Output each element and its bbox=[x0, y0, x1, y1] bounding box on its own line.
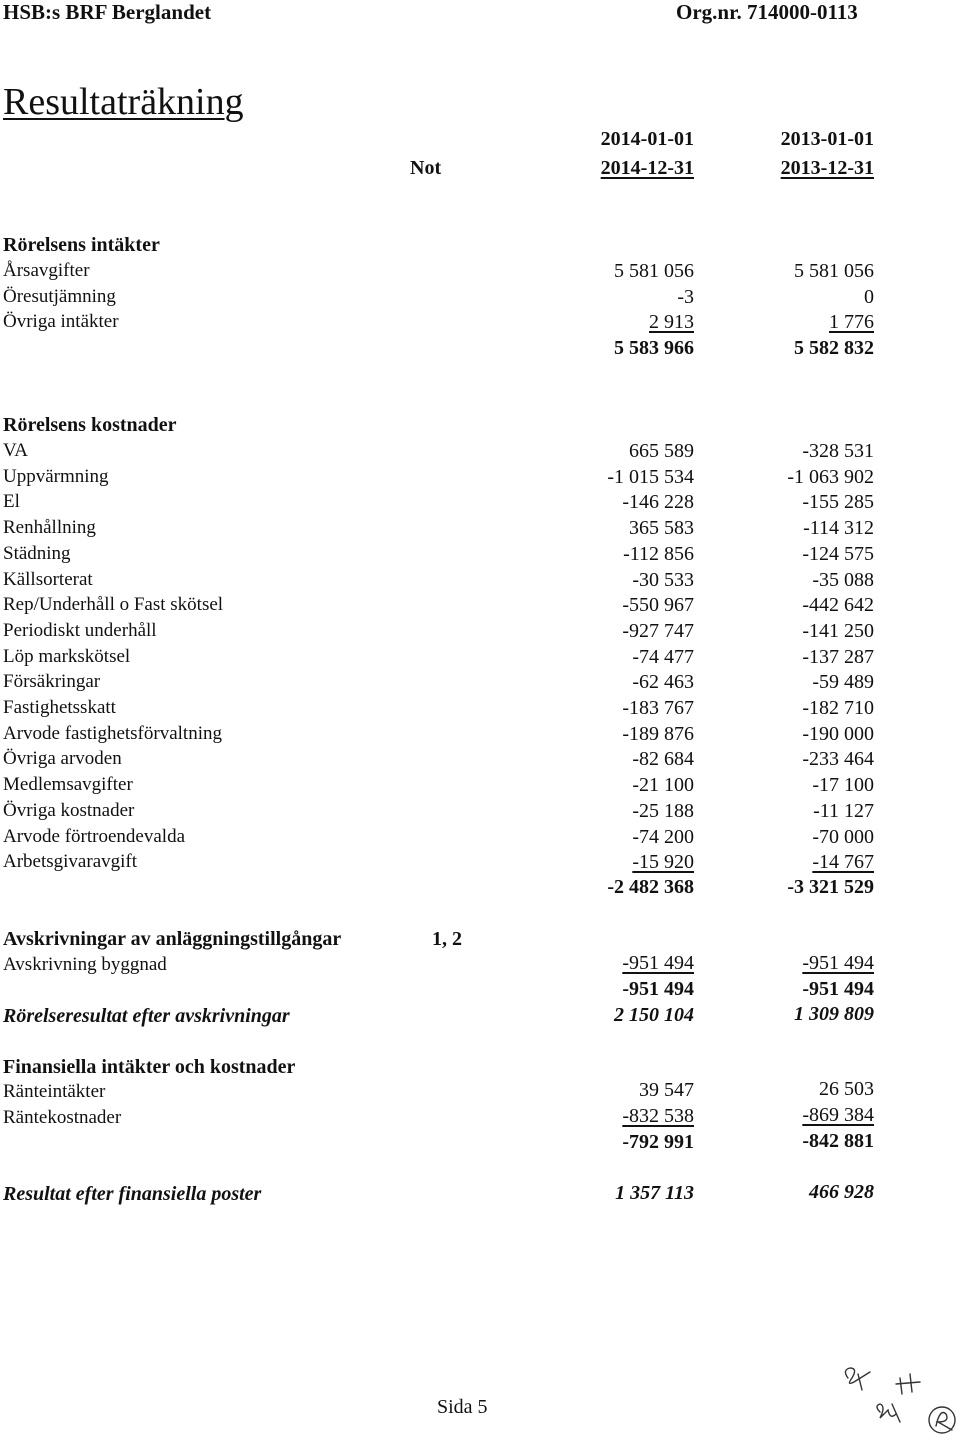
subtotal-2013: -842 881 bbox=[802, 1130, 874, 1152]
row-value-2013: -70 000 bbox=[812, 826, 874, 848]
row-value-2013: -190 000 bbox=[802, 723, 874, 745]
net-result-2014: 1 357 113 bbox=[615, 1182, 694, 1204]
row-value-2014: -62 463 bbox=[632, 671, 694, 693]
operating-result-label: Rörelseresultat efter avskrivningar bbox=[3, 1005, 290, 1027]
row-label: Försäkringar bbox=[3, 671, 101, 692]
row-label: Periodiskt underhåll bbox=[3, 620, 157, 641]
row-value-2013: -17 100 bbox=[812, 774, 874, 796]
row-label: Övriga arvoden bbox=[3, 748, 122, 769]
note-reference: 1, 2 bbox=[432, 928, 462, 950]
row-value-2013: -155 285 bbox=[802, 491, 874, 513]
row-value-2013: 5 581 056 bbox=[794, 260, 874, 282]
row-value-2014: -146 228 bbox=[622, 491, 694, 513]
row-label: Källsorterat bbox=[3, 569, 93, 590]
row-value-2013: -14 767 bbox=[812, 851, 874, 873]
row-label: Övriga kostnader bbox=[3, 800, 135, 821]
row-value-2014: -3 bbox=[677, 286, 694, 308]
period1-end: 2014-12-31 bbox=[600, 157, 694, 179]
row-label: Fastighetsskatt bbox=[3, 697, 116, 718]
row-value-2014: -927 747 bbox=[622, 620, 694, 642]
period2-end: 2013-12-31 bbox=[780, 157, 874, 179]
row-value-2013: 26 503 bbox=[819, 1078, 874, 1100]
row-value-2014: -189 876 bbox=[622, 723, 694, 745]
row-label: Öresutjämning bbox=[3, 286, 116, 307]
row-label: Arbetsgivaravgift bbox=[3, 851, 138, 872]
subtotal-2013: -3 321 529 bbox=[787, 876, 874, 898]
section-heading-intakter: Rörelsens intäkter bbox=[3, 234, 160, 256]
row-label: Uppvärmning bbox=[3, 466, 109, 487]
org-number: Org.nr. 714000-0113 bbox=[676, 0, 858, 24]
row-label: Ränteintäkter bbox=[3, 1081, 106, 1102]
row-label: Rep/Underhåll o Fast skötsel bbox=[3, 594, 224, 615]
row-label: Övriga intäkter bbox=[3, 311, 119, 332]
row-label: Löp markskötsel bbox=[3, 646, 131, 667]
row-value-2013: -11 127 bbox=[813, 800, 874, 822]
row-label: El bbox=[3, 491, 20, 512]
row-value-2013: -869 384 bbox=[802, 1104, 874, 1126]
row-value-2013: -141 250 bbox=[802, 620, 874, 642]
row-value-2014: -30 533 bbox=[632, 569, 694, 591]
row-value-2014: -74 477 bbox=[632, 646, 694, 668]
row-value-2014: -951 494 bbox=[622, 952, 694, 974]
row-label: Medlemsavgifter bbox=[3, 774, 133, 795]
row-value-2013: -182 710 bbox=[802, 697, 874, 719]
subtotal-2013: -951 494 bbox=[802, 978, 874, 1000]
row-value-2014: -1 015 534 bbox=[607, 466, 694, 488]
org-name: HSB:s BRF Berglandet bbox=[3, 0, 212, 24]
subtotal-2013: 5 582 832 bbox=[794, 337, 874, 359]
period2-start: 2013-01-01 bbox=[780, 128, 874, 150]
row-value-2013: -442 642 bbox=[802, 594, 874, 616]
row-value-2014: 39 547 bbox=[639, 1079, 694, 1101]
page-number: Sida 5 bbox=[437, 1396, 488, 1418]
row-value-2014: 365 583 bbox=[629, 517, 694, 539]
row-label: Årsavgifter bbox=[3, 260, 90, 281]
row-label: Avskrivning byggnad bbox=[3, 954, 167, 975]
row-value-2014: -832 538 bbox=[622, 1105, 694, 1127]
operating-result-2014: 2 150 104 bbox=[614, 1004, 694, 1026]
row-value-2013: -59 489 bbox=[812, 671, 874, 693]
row-value-2014: 2 913 bbox=[649, 311, 694, 333]
row-label: VA bbox=[3, 440, 28, 461]
row-value-2014: -21 100 bbox=[632, 774, 694, 796]
period1-start: 2014-01-01 bbox=[600, 128, 694, 150]
row-value-2013: 0 bbox=[864, 286, 874, 308]
net-result-label: Resultat efter finansiella poster bbox=[3, 1183, 262, 1205]
section-heading-avskrivningar: Avskrivningar av anläggningstillgångar bbox=[3, 928, 342, 950]
row-label: Städning bbox=[3, 543, 71, 564]
row-value-2014: -15 920 bbox=[632, 851, 694, 873]
row-value-2014: -112 856 bbox=[623, 543, 694, 565]
row-value-2013: 1 776 bbox=[829, 311, 874, 333]
net-result-2013: 466 928 bbox=[809, 1181, 874, 1203]
row-label: Arvode fastighetsförvaltning bbox=[3, 723, 222, 744]
subtotal-2014: -951 494 bbox=[622, 978, 694, 1000]
row-value-2013: -124 575 bbox=[802, 543, 874, 565]
row-value-2013: -35 088 bbox=[812, 569, 874, 591]
row-value-2013: -328 531 bbox=[802, 440, 874, 462]
row-value-2013: -233 464 bbox=[802, 748, 874, 770]
row-value-2013: -137 287 bbox=[802, 646, 874, 668]
row-value-2013: -1 063 902 bbox=[787, 466, 874, 488]
row-value-2014: 5 581 056 bbox=[614, 260, 694, 282]
row-value-2014: -74 200 bbox=[632, 826, 694, 848]
page-title: Resultaträkning bbox=[3, 81, 244, 123]
subtotal-2014: -2 482 368 bbox=[607, 876, 694, 898]
row-label: Arvode förtroendevalda bbox=[3, 826, 186, 847]
handwritten-initials-signature bbox=[840, 1360, 960, 1445]
row-value-2014: -183 767 bbox=[622, 697, 694, 719]
section-heading-kostnader: Rörelsens kostnader bbox=[3, 414, 177, 436]
row-label: Räntekostnader bbox=[3, 1107, 122, 1128]
row-value-2014: -82 684 bbox=[632, 748, 694, 770]
row-value-2014: 665 589 bbox=[629, 440, 694, 462]
subtotal-2014: -792 991 bbox=[622, 1131, 694, 1153]
operating-result-2013: 1 309 809 bbox=[794, 1003, 874, 1025]
row-value-2014: -25 188 bbox=[632, 800, 694, 822]
section-heading-finansiella: Finansiella intäkter och kostnader bbox=[3, 1056, 296, 1078]
subtotal-2014: 5 583 966 bbox=[614, 337, 694, 359]
row-value-2013: -114 312 bbox=[803, 517, 874, 539]
row-value-2014: -550 967 bbox=[622, 594, 694, 616]
row-value-2013: -951 494 bbox=[802, 952, 874, 974]
not-column-header: Not bbox=[410, 157, 442, 179]
row-label: Renhållning bbox=[3, 517, 96, 538]
